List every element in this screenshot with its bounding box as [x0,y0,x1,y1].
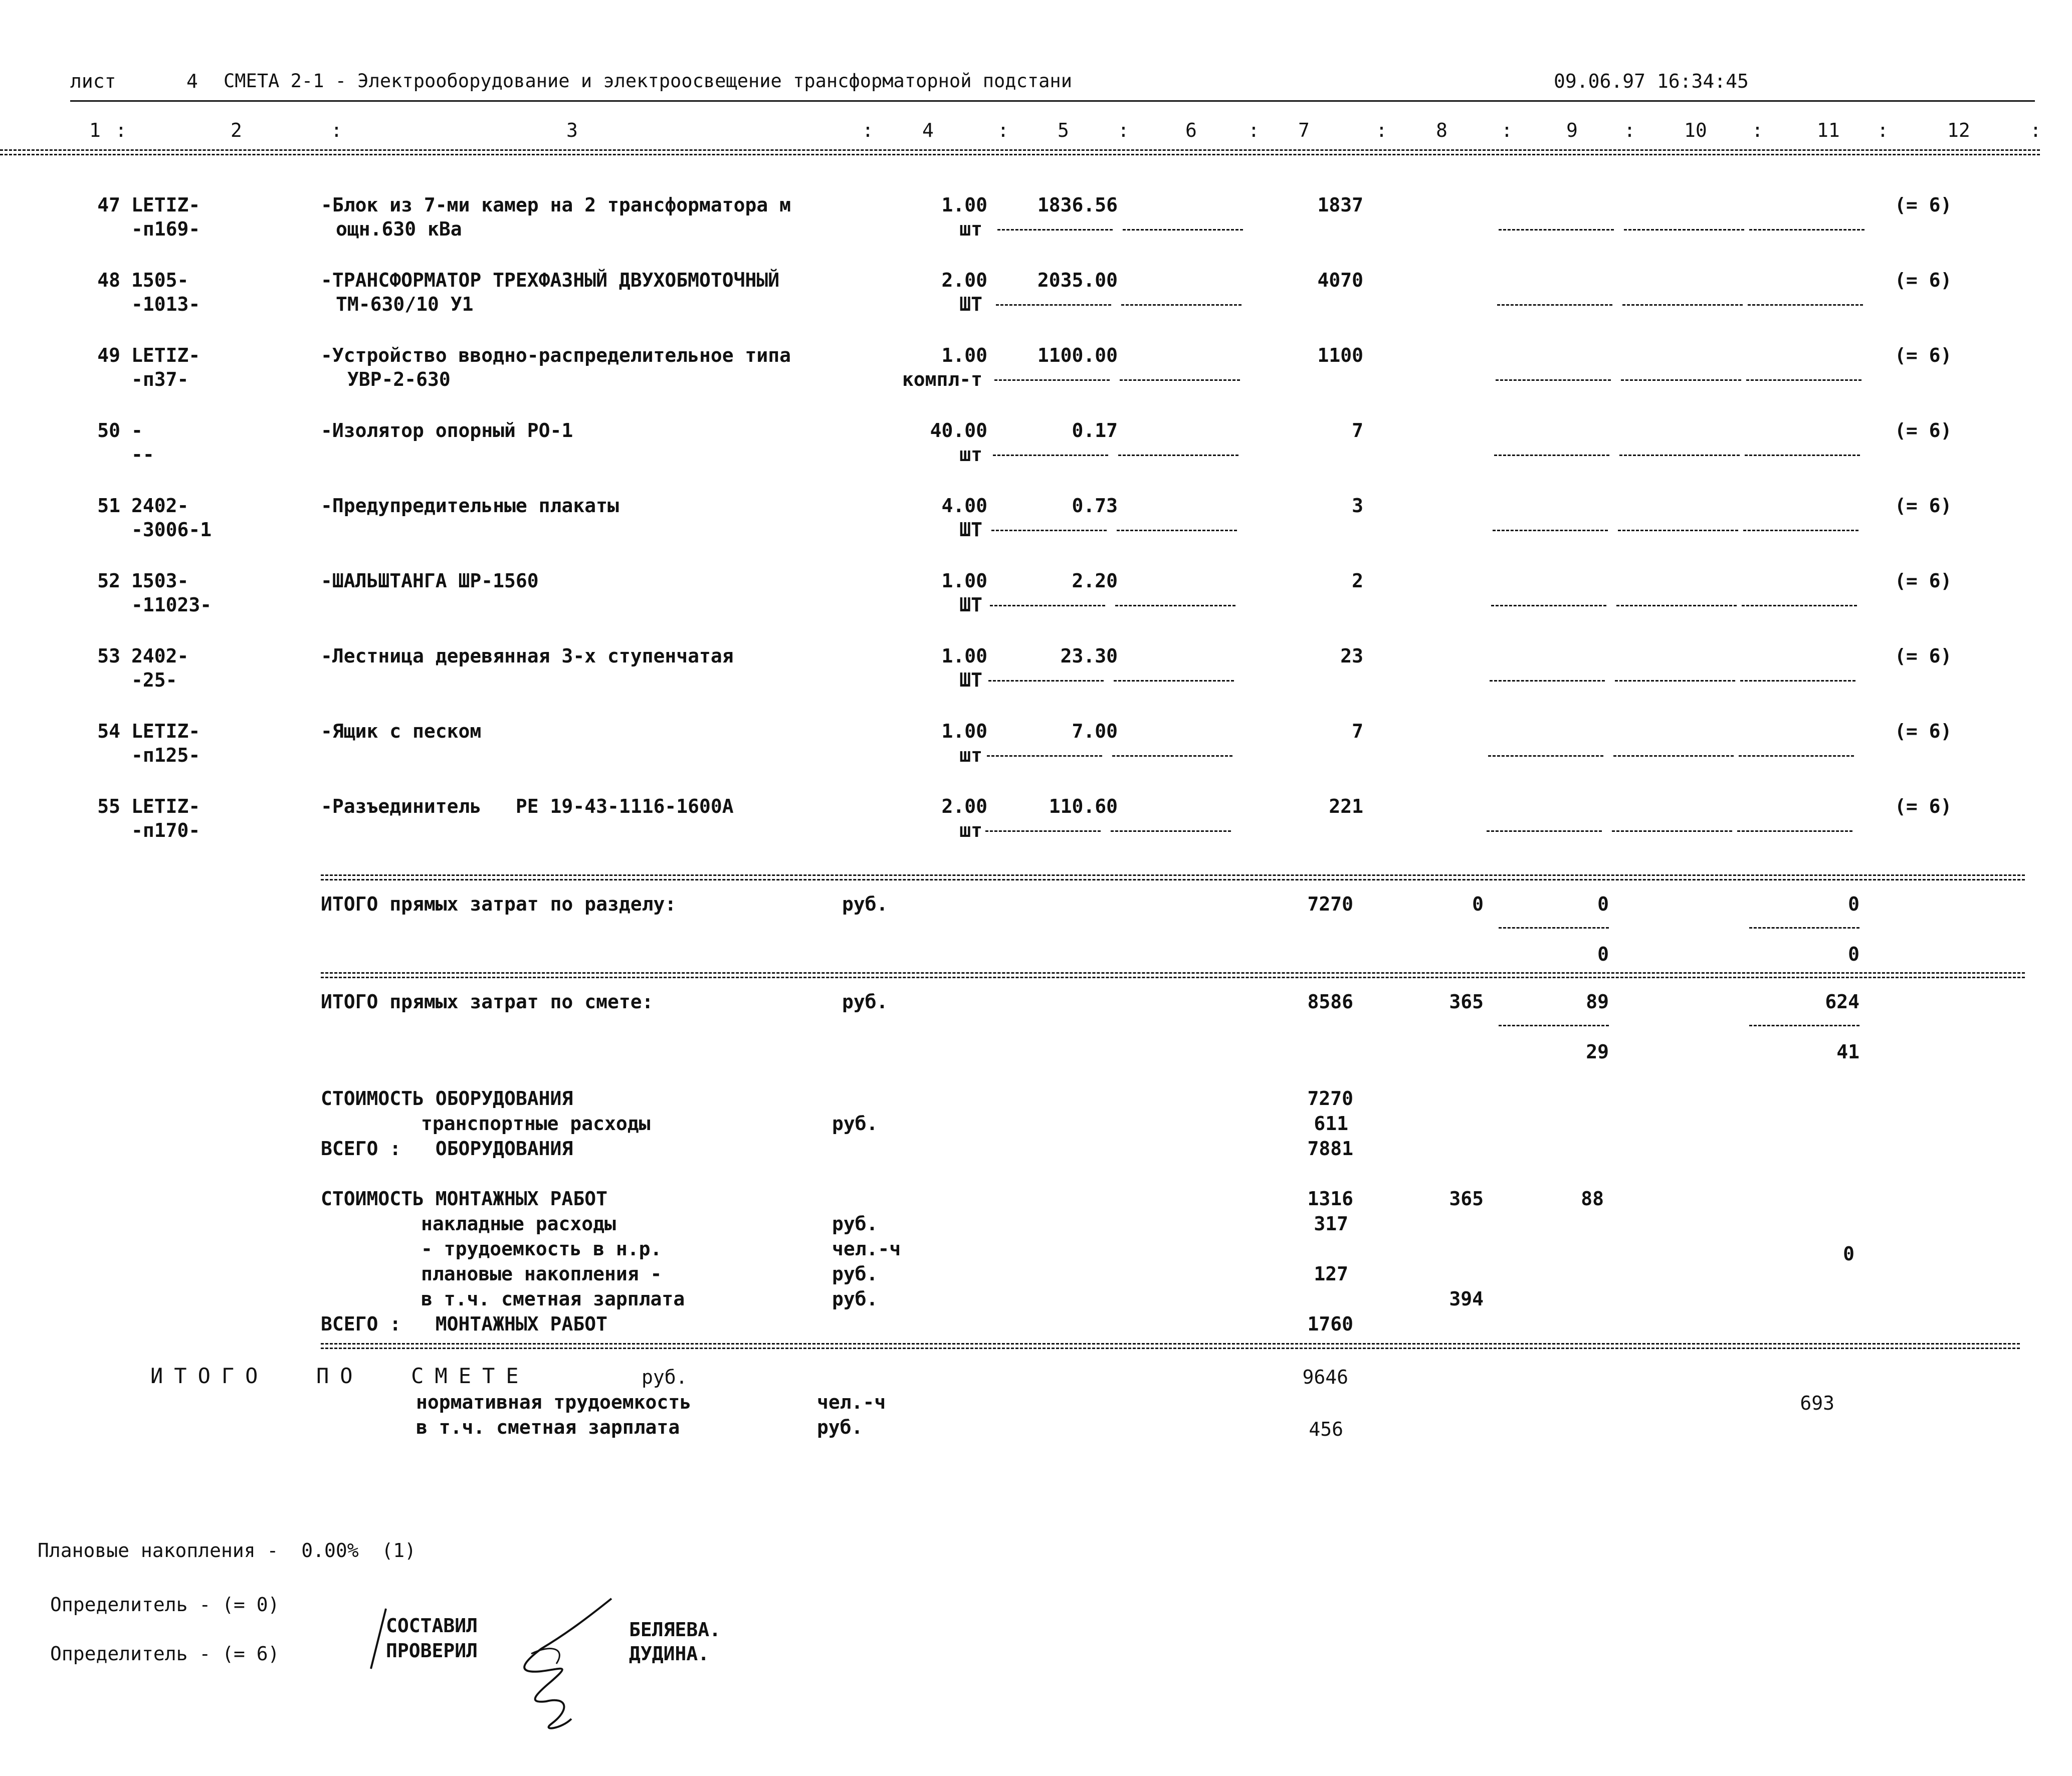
section-total-c8: 0 [1472,893,1484,915]
row-dash-rule [993,455,1108,456]
sheet-label: лист [70,70,116,92]
signature-strokes [351,1589,632,1739]
name-line-1: -ШАЛЬШТАНГА ШР-1560 [321,570,539,592]
unit: ШТ [959,519,982,541]
estimate-total-label: ИТОГО прямых затрат по смете: [321,991,654,1013]
column-separator: : [1624,119,1635,141]
estimate-total-c9-rule [1499,1025,1609,1026]
row-number: 53 [97,645,120,667]
column-number-5: 5 [1058,119,1069,141]
row-dash-rule [1745,455,1860,456]
section-total-c9: 0 [1597,893,1609,915]
checker-name: ДУДИНА. [629,1643,710,1665]
code-line-1: 2402- [131,645,189,667]
column-separator: : [1752,119,1763,141]
print-datetime: 09.06.97 16:34:45 [1554,70,1749,92]
unit-price: 1836.56 [1037,194,1118,216]
grand-labor-unit: чел.-ч [817,1391,886,1413]
row-dash-rule [1622,304,1743,306]
row-dash-rule [1488,755,1603,757]
total-cost: 2 [1352,570,1363,592]
row-dash-rule [985,830,1101,832]
name-line-1: -Предупредительные плакаты [321,495,619,517]
name-line-1: -Ящик с песком [321,720,482,742]
section-separator [321,874,2025,880]
column-number-1: 1 [89,119,101,141]
installation-total-label: ВСЕГО : МОНТАЖНЫХ РАБОТ [321,1313,607,1335]
unit: шт [959,819,982,841]
name-line-2: ощн.630 кВа [336,218,462,240]
code-line-1: 1503- [131,570,189,592]
grand-wage-label: в т.ч. сметная зарплата [416,1416,680,1438]
row-dash-rule [996,304,1111,306]
row-dash-rule [1743,530,1858,531]
code-line-1: LETIZ- [131,194,200,216]
row-number: 48 [97,269,120,291]
row-dash-rule [1619,455,1740,456]
unit-price: 0.73 [1072,495,1118,517]
grand-total-separator [321,1343,2020,1349]
row-note: (= 6) [1895,720,1952,742]
row-dash-rule [1496,379,1611,381]
section-total-unit: руб. [842,893,888,915]
document-title: СМЕТА 2-1 - Электрооборудование и электроосвещение трансформаторной подстани [224,70,1072,92]
quantity: 2.00 [941,269,987,291]
equipment-cost-label: СТОИМОСТЬ ОБОРУДОВАНИЯ [321,1087,573,1109]
row-dash-rule [1746,379,1861,381]
installation-total-value: 1760 [1307,1313,1353,1335]
estimate-total-c9b: 29 [1586,1041,1609,1063]
unit-price: 7.00 [1072,720,1118,742]
overhead-value: 317 [1314,1213,1348,1235]
code-line-2: -п170- [131,819,200,841]
labor-unit: чел.-ч [832,1238,901,1260]
row-dash-rule [1739,755,1854,757]
unit: шт [959,218,982,240]
determinant-1: Определитель - (= 0) [50,1594,280,1616]
equipment-total-value: 7881 [1307,1138,1353,1160]
column-separator: : [1376,119,1387,141]
row-note: (= 6) [1895,645,1952,667]
row-dash-rule [1737,830,1852,832]
signature-mark [524,1599,611,1728]
row-dash-rule [1497,304,1612,306]
row-dash-rule [994,379,1110,381]
total-cost: 7 [1352,419,1363,441]
quantity: 1.00 [941,344,987,366]
row-dash-rule [1120,379,1240,381]
row-number: 51 [97,495,120,517]
column-separator: : [862,119,874,141]
row-dash-rule [1114,680,1234,682]
grand-labor-label: нормативная трудоемкость [416,1391,692,1413]
estimate-total-c8: 365 [1449,991,1484,1013]
row-dash-rule [1490,680,1605,682]
header-rule [70,100,2035,102]
row-note: (= 6) [1895,495,1952,517]
row-note: (= 6) [1895,194,1952,216]
row-dash-rule [1612,830,1732,832]
grand-total-unit: руб. [642,1366,688,1388]
sheet-number: 4 [186,70,198,92]
quantity: 4.00 [941,495,987,517]
column-number-3: 3 [566,119,578,141]
column-number-11: 11 [1817,119,1840,141]
estimate-separator [321,972,2025,978]
total-cost: 1837 [1317,194,1363,216]
section-total-c9b: 0 [1597,943,1609,965]
row-dash-rule [1615,680,1735,682]
column-number-10: 10 [1684,119,1707,141]
installation-cost-c8: 365 [1449,1188,1484,1210]
column-separator: : [1118,119,1129,141]
grand-wage-unit: руб. [817,1416,863,1438]
header-double-rule [0,149,2040,155]
planned-value: 127 [1314,1263,1348,1285]
unit-price: 23.30 [1060,645,1118,667]
row-dash-rule [1616,605,1737,606]
row-dash-rule [1624,229,1744,231]
installation-cost-label: СТОИМОСТЬ МОНТАЖНЫХ РАБОТ [321,1188,607,1210]
section-total-c11: 0 [1848,893,1859,915]
equipment-cost-value: 7270 [1307,1087,1353,1109]
column-separator: : [115,119,127,141]
grand-wage-value: 456 [1309,1418,1343,1440]
code-line-2: -п37- [131,368,189,390]
row-dash-rule [1494,455,1609,456]
name-line-1: -ТРАНСФОРМАТОР ТРЕХФАЗНЫЙ ДВУХОБМОТОЧНЫЙ [321,269,780,291]
row-dash-rule [991,530,1107,531]
labor-value: 0 [1843,1243,1854,1265]
row-dash-rule [988,680,1104,682]
row-dash-rule [997,229,1113,231]
row-number: 54 [97,720,120,742]
checked-label: ПРОВЕРИЛ [386,1640,478,1662]
wage-unit: руб. [832,1288,878,1310]
code-line-2: -11023- [131,594,212,616]
transport-unit: руб. [832,1113,878,1135]
row-number: 50 [97,419,120,441]
row-dash-rule [1111,830,1231,832]
row-dash-rule [1499,229,1614,231]
wage-value: 394 [1449,1288,1484,1310]
name-line-2: ТМ-630/10 У1 [336,293,474,315]
transport-label: транспортные расходы [421,1113,651,1135]
labor-label: - трудоемкость в н.р. [421,1238,662,1260]
code-line-2: -3006-1 [131,519,212,541]
column-number-9: 9 [1566,119,1578,141]
column-separator: : [1877,119,1889,141]
row-note: (= 6) [1895,795,1952,817]
planned-accumulation-note: Плановые накопления - 0.00% (1) [38,1539,416,1562]
total-cost: 7 [1352,720,1363,742]
row-dash-rule [1121,304,1241,306]
quantity: 1.00 [941,645,987,667]
unit: ШТ [959,293,982,315]
column-separator: : [331,119,342,141]
row-dash-rule [1742,605,1857,606]
code-line-2: -25- [131,669,177,691]
grand-total-value: 9646 [1302,1366,1348,1388]
row-dash-rule [1493,530,1608,531]
overhead-label: накладные расходы [421,1213,616,1235]
row-dash-rule [1749,229,1864,231]
unit: шт [959,744,982,766]
estimate-total-c7: 8586 [1307,991,1353,1013]
column-number-12: 12 [1947,119,1970,141]
column-separator: : [1501,119,1513,141]
section-total-c7: 7270 [1307,893,1353,915]
installation-cost-c7: 1316 [1307,1188,1353,1210]
code-line-2: -- [131,443,154,466]
quantity: 1.00 [941,720,987,742]
unit: компл-т [902,368,982,390]
name-line-2: УВР-2-630 [336,368,451,390]
bracket-stroke [371,1609,386,1669]
grand-labor-value: 693 [1800,1392,1834,1414]
row-dash-rule [1117,530,1237,531]
estimate-total-c11: 624 [1825,991,1859,1013]
row-dash-rule [1740,680,1855,682]
unit: ШТ [959,669,982,691]
row-dash-rule [1118,455,1238,456]
code-line-2: -п169- [131,218,200,240]
column-separator: : [997,119,1009,141]
unit-price: 110.60 [1049,795,1118,817]
wage-label: в т.ч. сметная зарплата [421,1288,685,1310]
row-dash-rule [1491,605,1606,606]
total-cost: 4070 [1317,269,1363,291]
planned-unit: руб. [832,1263,878,1285]
row-dash-rule [1123,229,1243,231]
unit: ШТ [959,594,982,616]
column-number-7: 7 [1298,119,1310,141]
row-dash-rule [1621,379,1741,381]
row-dash-rule [1748,304,1863,306]
row-dash-rule [1487,830,1602,832]
column-number-6: 6 [1185,119,1197,141]
planned-label: плановые накопления - [421,1263,662,1285]
estimate-total-c9: 89 [1586,991,1609,1013]
quantity: 1.00 [941,570,987,592]
row-note: (= 6) [1895,269,1952,291]
row-note: (= 6) [1895,344,1952,366]
transport-value: 611 [1314,1113,1348,1135]
row-dash-rule [990,605,1105,606]
name-line-1: -Блок из 7-ми камер на 2 трансформатора м [321,194,791,216]
row-dash-rule [1115,605,1235,606]
unit-price: 2035.00 [1037,269,1118,291]
name-line-1: -Разъединитель РЕ 19-43-1116-1600А [321,795,734,817]
code-line-1: LETIZ- [131,720,200,742]
row-dash-rule [1618,530,1738,531]
composer-name: БЕЛЯЕВА. [629,1619,721,1641]
overhead-unit: руб. [832,1213,878,1235]
total-cost: 221 [1329,795,1363,817]
installation-cost-c9: 88 [1581,1188,1604,1210]
quantity: 1.00 [941,194,987,216]
column-number-4: 4 [922,119,934,141]
unit: шт [959,443,982,466]
estimate-total-unit: руб. [842,991,888,1013]
column-number-2: 2 [231,119,242,141]
code-line-1: LETIZ- [131,795,200,817]
section-total-c11-rule [1749,927,1859,929]
row-dash-rule [1613,755,1734,757]
code-line-1: 2402- [131,495,189,517]
unit-price: 0.17 [1072,419,1118,441]
column-number-8: 8 [1436,119,1447,141]
row-number: 52 [97,570,120,592]
name-line-1: -Лестница деревянная 3-х ступенчатая [321,645,734,667]
row-number: 49 [97,344,120,366]
row-number: 47 [97,194,120,216]
grand-total-label: ИТОГО ПО СМЕТЕ [150,1364,530,1388]
total-cost: 3 [1352,495,1363,517]
estimate-total-c11b: 41 [1836,1041,1859,1063]
section-total-c9-rule [1499,927,1609,929]
column-separator: : [1248,119,1260,141]
total-cost: 23 [1340,645,1363,667]
code-line-2: -п125- [131,744,200,766]
section-total-label: ИТОГО прямых затрат по разделу: [321,893,677,915]
total-cost: 1100 [1317,344,1363,366]
quantity: 2.00 [941,795,987,817]
code-line-1: LETIZ- [131,344,200,366]
unit-price: 1100.00 [1037,344,1118,366]
code-line-1: - [131,419,143,441]
row-note: (= 6) [1895,570,1952,592]
section-total-c11b: 0 [1848,943,1859,965]
signature-flourish [531,1649,559,1664]
name-line-1: -Изолятор опорный РО-1 [321,419,573,441]
code-line-2: -1013- [131,293,200,315]
equipment-total-label: ВСЕГО : ОБОРУДОВАНИЯ [321,1138,573,1160]
unit-price: 2.20 [1072,570,1118,592]
row-number: 55 [97,795,120,817]
row-dash-rule [987,755,1102,757]
name-line-1: -Устройство вводно-распределительное типа [321,344,791,366]
column-separator: : [2030,119,2041,141]
composed-label: СОСТАВИЛ [386,1615,478,1637]
estimate-total-c11-rule [1749,1025,1859,1026]
quantity: 40.00 [930,419,987,441]
determinant-2: Определитель - (= 6) [50,1643,280,1665]
code-line-1: 1505- [131,269,189,291]
row-note: (= 6) [1895,419,1952,441]
row-dash-rule [1112,755,1232,757]
